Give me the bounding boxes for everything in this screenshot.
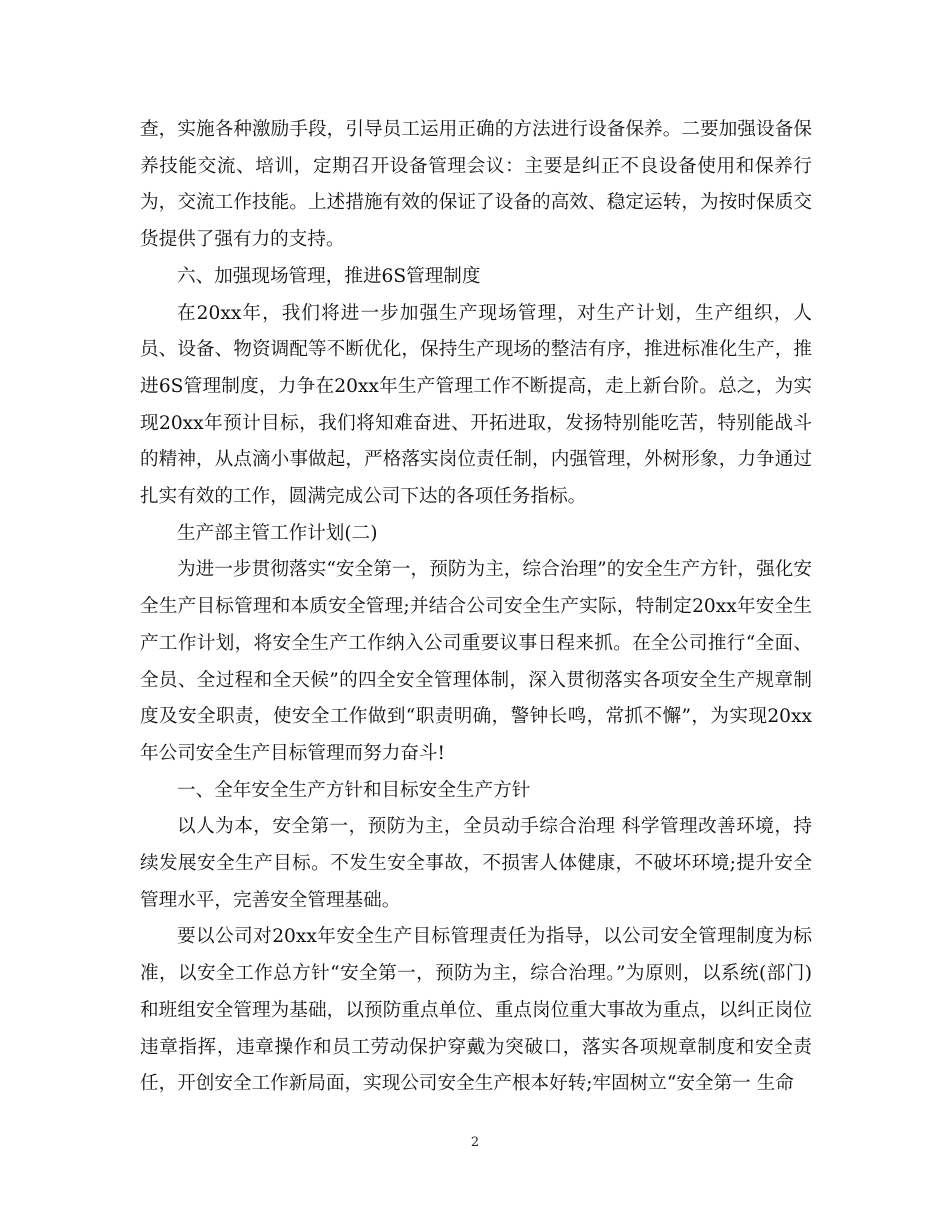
heading-work-plan-2: 生产部主管工作计划(二): [177, 522, 378, 544]
heading-6s-management: 六、加强现场管理，推进6S管理制度: [177, 265, 481, 287]
page-number: 2: [470, 1135, 480, 1150]
heading-annual-safety-goals: 一、全年安全生产方针和目标安全生产方针: [177, 779, 531, 801]
paragraph-equipment-maintenance: 查，实施各种激励手段，引导员工运用正确的方法进行设备保养。二要加强设备保养技能交流、培训，定期召开设备管理会议：主要是纠正不良设备使用和保养行为，交流工作技能。上述措施有效的保证了设备的高效、稳定运转，为按时保质交货提供了强有力的支持。: [140, 119, 812, 251]
paragraph-people-oriented: 以人为本，安全第一，预防为主，全员动手综合治理 科学管理改善环境，持续发展安全生产目标。不发生安全事故，不损害人体健康，不破坏环境;提升安全管理水平，完善安全管理基础。: [140, 816, 812, 911]
body-text: [140, 112, 812, 1103]
paragraph-safety-policy: 为进一步贯彻落实“安全第一，预防为主，综合治理”的安全生产方针，强化安全生产目标管理和本质安全管理;并结合公司安全生产实际，特制定20xx年安全生产工作计划，将安全生产工作纳入公司重要议事日程来抓。在全公司推行“全面、全员、全过程和全天候”的四全安全管理体制，深入贯彻落实各项安全生产规章制度及安全职责，使安全工作做到“职责明确，警钟长鸣，常抓不懈”，为实现20xx年公司安全生产目标管理而努力奋斗!: [140, 559, 812, 764]
paragraph-site-management: 在20xx年，我们将进一步加强生产现场管理，对生产计划，生产组织，人员、设备、物资调配等不断优化，保持生产现场的整洁有序，推进标准化生产，推进6S管理制度，力争在20xx年生产管理工作不断提高，走上新台阶。总之，为实现20xx年预计目标，我们将知难奋进、开拓进取，发扬特别能吃苦，特别能战斗的精神，从点滴小事做起，严格落实岗位责任制，内强管理，外树形象，力争通过扎实有效的工作，圆满完成公司下达的各项任务指标。: [140, 302, 812, 508]
paragraph-safety-guidance: 要以公司对20xx年安全生产目标管理责任为指导，以公司安全管理制度为标准，以安全工作总方针“安全第一，预防为主，综合治理。”为原则，以系统(部门)和班组安全管理为基础，以预防重点单位、重点岗位重大事故为重点，以纠正岗位违章指挥，违章操作和员工劳动保护穿戴为突破口，落实各项规章制度和安全责任，开创安全工作新局面，实现公司安全生产根本好转;牢固树立“安全第一 生命: [140, 926, 812, 1095]
